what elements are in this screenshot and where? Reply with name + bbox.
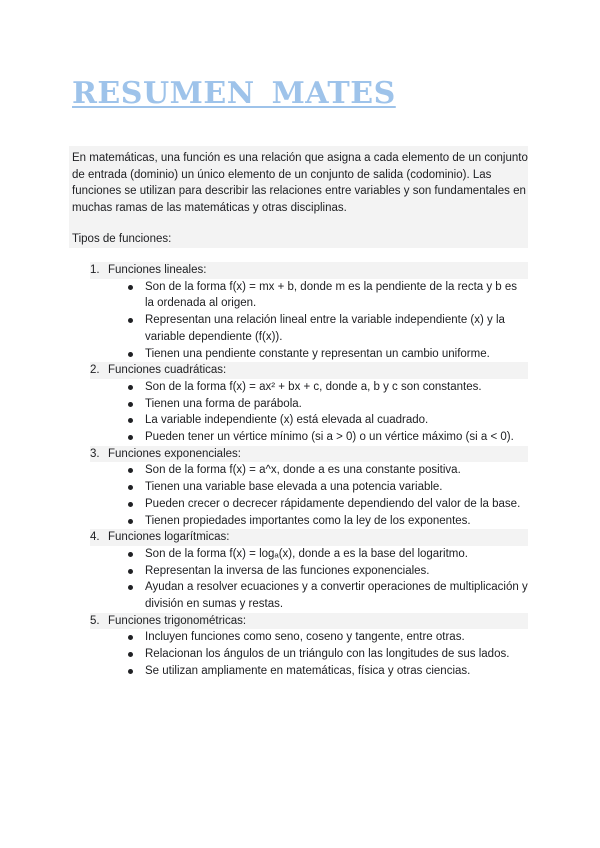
bullet-text: Representan una relación lineal entre la variable independiente (x) y la variable dependiente (f(x)). xyxy=(145,314,505,343)
bullet-item xyxy=(127,396,528,413)
section-title: Funciones cuadráticas: xyxy=(108,364,227,377)
bullet-text: Tienen una forma de parábola. xyxy=(145,397,302,410)
bullet-dot-icon xyxy=(128,435,133,440)
section-title: Funciones trigonométricas: xyxy=(108,614,247,627)
bullet-dot-icon xyxy=(128,418,133,423)
bullet-list xyxy=(90,462,528,529)
bullet-list xyxy=(90,546,528,613)
bullet-dot-icon xyxy=(128,635,133,640)
bullet-item xyxy=(127,579,528,612)
section-item xyxy=(90,529,528,613)
bullet-dot-icon xyxy=(128,569,133,574)
bullet-item xyxy=(127,312,528,345)
bullet-text: Incluyen funciones como seno, coseno y tangente, entre otras. xyxy=(145,631,465,644)
bullet-dot-icon xyxy=(128,485,133,490)
bullet-text: Ayudan a resolver ecuaciones y a convertir operaciones de multiplicación y división en sumas y restas. xyxy=(145,581,528,611)
bullet-dot-icon xyxy=(128,585,133,590)
bullet-list xyxy=(90,379,528,446)
bullet-dot-icon xyxy=(128,402,133,407)
bullet-dot-icon xyxy=(128,519,133,524)
bullet-text: Relacionan los ángulos de un triángulo con las longitudes de sus lados. xyxy=(145,648,510,661)
section-number: 5. xyxy=(90,614,100,627)
section-item xyxy=(90,262,528,362)
bullet-dot-icon xyxy=(128,468,133,473)
bullet-text: Tienen propiedades importantes como la ley de los exponentes. xyxy=(145,514,471,527)
bullet-dot-icon xyxy=(128,318,133,323)
bullet-text: Representan la inversa de las funciones exponenciales. xyxy=(145,564,430,577)
bullet-text: Pueden crecer o decrecer rápidamente dependiendo del valor de la base. xyxy=(145,497,521,510)
types-heading: Tipos de funciones: xyxy=(72,233,172,245)
section-heading xyxy=(90,529,528,546)
bullet-item xyxy=(127,462,528,479)
bullet-dot-icon xyxy=(128,502,133,507)
bullet-item xyxy=(127,629,528,646)
section-number: 1. xyxy=(90,264,100,276)
bullet-item xyxy=(127,379,528,396)
section-item xyxy=(90,362,528,446)
bullet-text: Pueden tener un vértice mínimo (si a > 0) o un vértice máximo (si a < 0). xyxy=(145,431,514,444)
page-title: RESUMEN MATES xyxy=(72,76,396,111)
bullet-dot-icon xyxy=(128,385,133,390)
bullet-dot-icon xyxy=(128,552,133,557)
bullet-item xyxy=(127,346,528,363)
bullet-dot-icon xyxy=(128,285,133,290)
bullet-text: Son de la forma f(x) = a^x, donde a es una constante positiva. xyxy=(145,464,461,477)
bullet-item xyxy=(127,429,528,446)
bullet-text: Son de la forma f(x) = ax² + bx + c, donde a, b y c son constantes. xyxy=(145,380,482,393)
bullet-text: Tienen una variable base elevada a una potencia variable. xyxy=(145,481,443,494)
section-heading xyxy=(90,362,528,379)
bullet-list xyxy=(90,279,528,363)
bullet-item xyxy=(127,496,528,513)
bullet-item xyxy=(127,513,528,530)
function-types-list xyxy=(90,262,528,680)
bullet-text: Son de la forma f(x) = mx + b, donde m es la pendiente de la recta y b es la ordenada al origen. xyxy=(145,280,518,310)
section-number: 2. xyxy=(90,364,100,377)
section-item xyxy=(90,446,528,530)
bullet-text: Se utilizan ampliamente en matemáticas, física y otras ciencias. xyxy=(145,664,471,677)
bullet-item xyxy=(127,646,528,663)
bullet-item xyxy=(127,279,528,312)
bullet-item xyxy=(127,412,528,429)
bullet-item xyxy=(127,546,528,563)
bullet-text: Tienen una pendiente constante y representan un cambio uniforme. xyxy=(145,347,490,360)
section-number: 3. xyxy=(90,447,100,460)
bullet-text: Son de la forma f(x) = logₐ(x), donde a es la base del logaritmo. xyxy=(145,547,468,560)
bullet-dot-icon xyxy=(128,669,133,674)
bullet-item xyxy=(127,563,528,580)
section-item xyxy=(90,613,528,680)
bullet-dot-icon xyxy=(128,652,133,657)
bullet-item xyxy=(127,479,528,496)
intro-paragraph: En matemáticas, una función es una relación que asigna a cada elemento de un conjunto de entrada (dominio) un único elemento de un conjunto de salida (codominio). Las funciones se utilizan para describir las relaciones entre variables y son fundamentales en muchas ramas de las matemáticas y otras disciplinas. xyxy=(72,152,528,214)
bullet-text: La variable independiente (x) está elevada al cuadrado. xyxy=(145,414,429,427)
section-number: 4. xyxy=(90,531,100,544)
section-title: Funciones lineales: xyxy=(108,264,207,276)
section-heading xyxy=(90,262,528,279)
section-title: Funciones exponenciales: xyxy=(108,447,241,460)
section-title: Funciones logarítmicas: xyxy=(108,531,230,544)
bullet-list xyxy=(90,629,528,679)
section-heading xyxy=(90,613,528,630)
bullet-item xyxy=(127,663,528,680)
bullet-dot-icon xyxy=(128,352,133,357)
section-heading xyxy=(90,446,528,463)
